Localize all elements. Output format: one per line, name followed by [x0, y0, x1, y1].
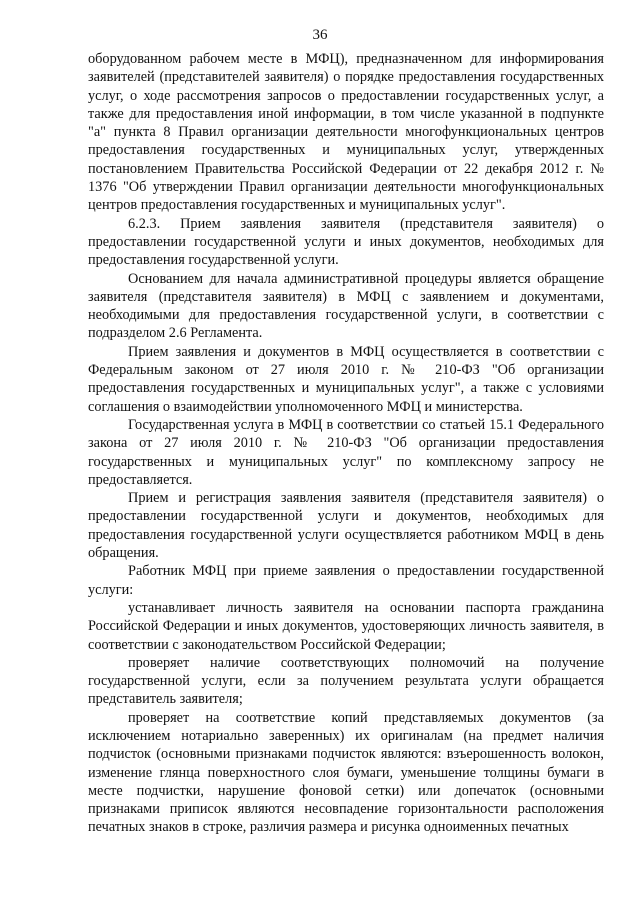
list-item-authority: проверяет наличие соответствующих полномочий на получение государственной услуги, если за получением результата услуги обращается представитель заявителя;: [88, 654, 604, 708]
paragraph-mfc-worker: Работник МФЦ при приеме заявления о предоставлении государственной услуги:: [88, 563, 604, 598]
paragraph-section-6-2-3: 6.2.3. Прием заявления заявителя (представителя заявителя) о предоставлении государственной услуги и иных документов, необходимых для предоставления государственной услуги.: [88, 215, 604, 269]
paragraph-mfc-reception: Прием заявления и документов в МФЦ осуществляется в соответствии с Федеральным законом от 27 июля 2010 г. № 210-ФЗ "Об организации предоставления государственных и муниципальных услуг", а также с условиями соглашения о взаимодействии уполномоченного МФЦ и министерства.: [88, 343, 604, 415]
document-body: [88, 50, 604, 837]
page-number: 36: [312, 27, 328, 43]
list-item-identity: устанавливает личность заявителя на основании паспорта гражданина Российской Федерации и иных документов, удостоверяющих личность заявителя, в соответствии с законодательством Российской Федерации;: [88, 599, 604, 653]
paragraph-procedure-basis: Основанием для начала административной процедуры является обращение заявителя (представителя заявителя) в МФЦ с заявлением и документами, необходимыми для предоставления государственной услуги, в соответствии с подразделом 2.6 Регламента.: [88, 270, 604, 342]
paragraph-complex-request: Государственная услуга в МФЦ в соответствии со статьей 15.1 Федерального закона от 27 июля 2010 г. № 210-ФЗ "Об организации предоставления государственных и муниципальных услуг" по комплексному запросу не предоставляется.: [88, 416, 604, 488]
paragraph-registration: Прием и регистрация заявления заявителя (представителя заявителя) о предоставлении государственной услуги и документов, необходимых для предоставления государственной услуги осуществляется работником МФЦ в день обращения.: [88, 490, 604, 562]
list-item-copies-check: проверяет на соответствие копий представляемых документов (за исключением нотариально заверенных) их оригиналам (на предмет наличия подчисток (основными признаками подчисток являются: взъерошенность волокон, изменение глянца поверхностного слоя бумаги, уменьшение толщины бумаги в месте подчистки, нарушение фоновой сетки) или допечаток (основными признаками приписок являются несовпадение горизонтальности расположения печатных знаков в строке, различия размера и рисунка одноименных печатных: [88, 709, 604, 836]
paragraph-continuation: оборудованном рабочем месте в МФЦ), предназначенном для информирования заявителей (представителей заявителя) о порядке предоставления государственных услуг, о ходе рассмотрения запросов о предоставлении государственных услуг, а также для предоставления иной информации, в том числе указанной в подпункте "а" пункта 8 Правил организации деятельности многофункциональных центров предоставления государственных и муниципальных услуг, утвержденных постановлением Правительства Российской Федерации от 22 декабря 2012 г. № 1376 "Об утверждении Правил организации деятельности многофункциональных центров предоставления государственных и муниципальных услуг".: [88, 51, 604, 214]
